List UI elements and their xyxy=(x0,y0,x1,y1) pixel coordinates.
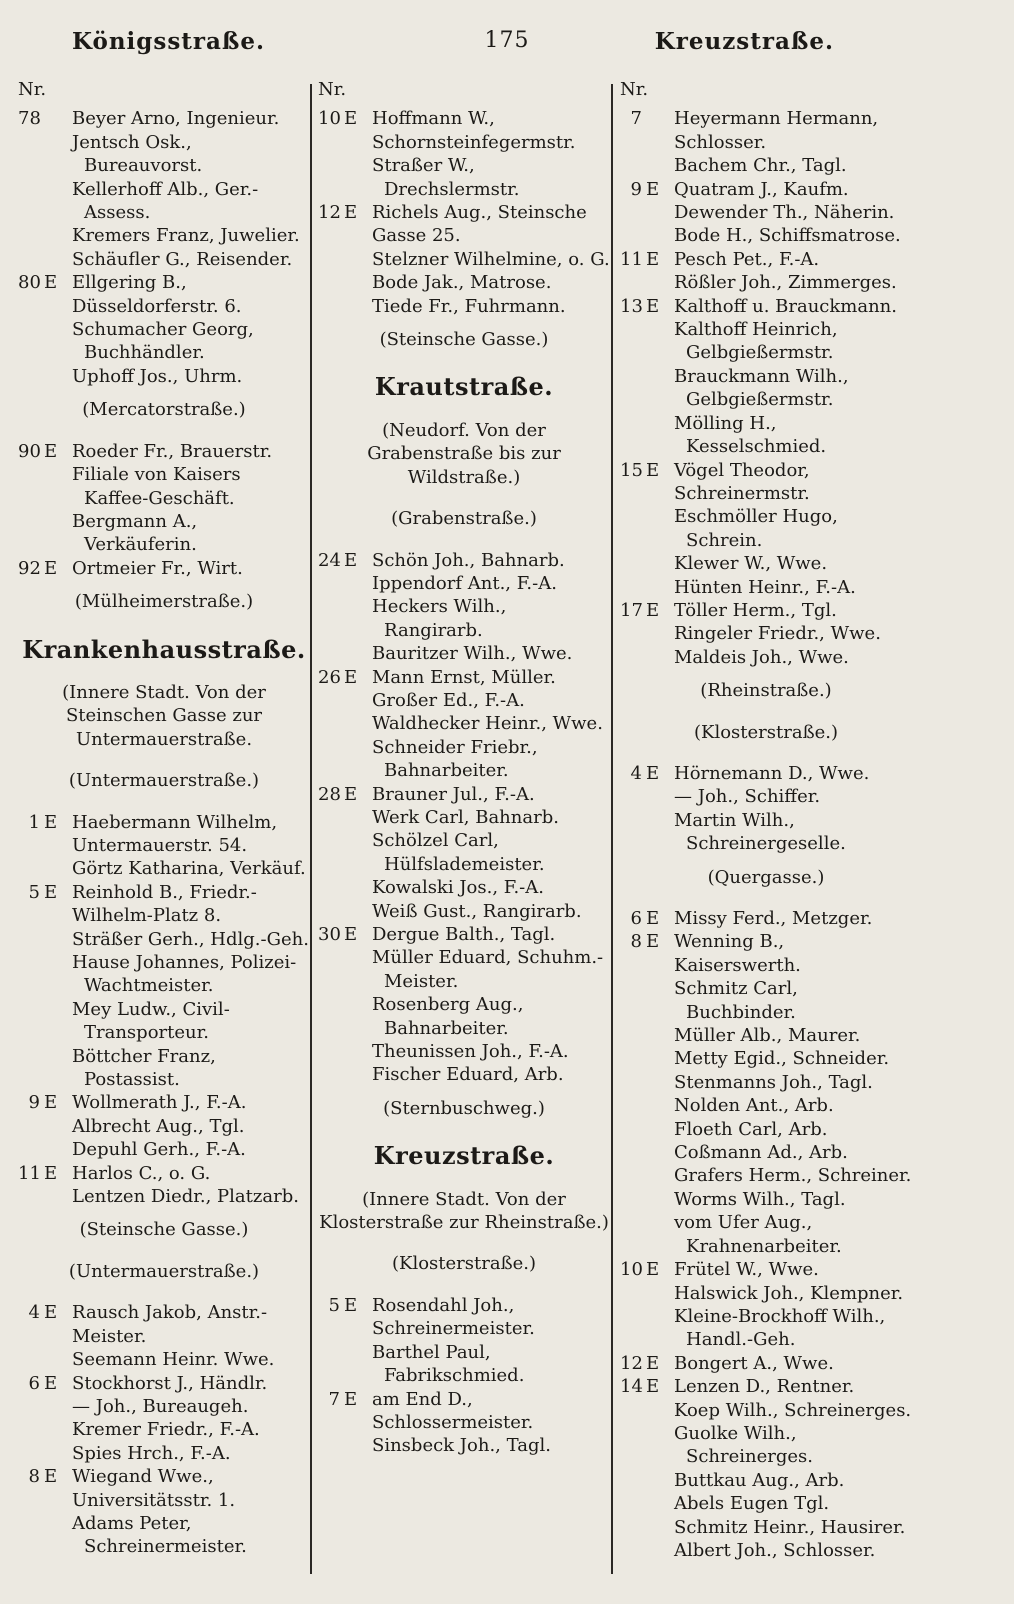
directory-entry xyxy=(318,829,610,876)
resident-text: Dewender Th., Näherin. xyxy=(674,202,895,224)
directory-entry xyxy=(18,510,310,557)
directory-entry xyxy=(620,1469,912,1492)
house-number: 4 xyxy=(28,1302,40,1324)
resident-text: Straßer W., Drechslermstr. xyxy=(372,155,520,200)
resident-text: Stenmanns Joh., Tagl. xyxy=(674,1071,873,1093)
directory-entry xyxy=(620,809,912,856)
owner-mark: E xyxy=(646,1352,660,1374)
directory-entry xyxy=(620,552,912,575)
directory-entry xyxy=(18,1091,310,1114)
directory-entry xyxy=(318,248,610,271)
resident-text: vom Ufer Aug., Krahnenarbeiter. xyxy=(674,1212,842,1257)
resident-text: Töller Herm., Tgl. xyxy=(674,599,837,621)
directory-entry xyxy=(18,224,310,247)
resident-text: Maldeis Joh., Wwe. xyxy=(674,646,849,668)
resident-text: Hause Johannes, Polizei-Wachtmeister. xyxy=(72,952,297,997)
directory-entry xyxy=(318,572,610,595)
resident-text: Sinsbeck Joh., Tagl. xyxy=(372,1435,551,1457)
directory-entry xyxy=(620,1375,912,1398)
resident-text: Rößler Joh., Zimmerges. xyxy=(674,272,897,294)
resident-text: Abels Eugen Tgl. xyxy=(674,1493,830,1515)
directory-entry xyxy=(620,1188,912,1211)
resident-text: Missy Ferd., Metzger. xyxy=(674,908,873,929)
directory-entry xyxy=(318,993,610,1040)
directory-entry xyxy=(18,365,310,388)
resident-text: Depuhl Gerh., F.-A. xyxy=(72,1139,246,1161)
resident-text: Mann Ernst, Müller. xyxy=(372,666,556,688)
directory-entry xyxy=(18,1465,310,1512)
directory-entry xyxy=(620,622,912,645)
resident-text: Barthel Paul, Fabrikschmied. xyxy=(372,1341,525,1387)
directory-entry xyxy=(620,1539,912,1562)
directory-entry xyxy=(620,977,912,1024)
house-number: 78 xyxy=(18,108,41,130)
directory-entry xyxy=(318,689,610,712)
house-number: 7 xyxy=(630,108,642,130)
directory-entry xyxy=(620,1352,912,1375)
house-number: 14 xyxy=(620,1376,643,1398)
cross-street: (Klosterstraße.) xyxy=(693,721,839,743)
resident-text: Reinhold B., Friedr.-Wilhelm-Platz 8. xyxy=(72,881,257,927)
owner-mark: E xyxy=(44,1162,58,1184)
resident-text: — Joh., Schiffer. xyxy=(674,786,821,808)
directory-entry xyxy=(18,1138,310,1161)
directory-entry xyxy=(318,1341,610,1388)
cross-street: (Steinsche Gasse.) xyxy=(79,1219,249,1241)
house-number: 7 xyxy=(328,1388,340,1410)
directory-entry xyxy=(18,881,310,928)
resident-text: Böttcher Franz, Postassist. xyxy=(72,1045,216,1091)
resident-text: Eschmöller Hugo, Schrein. xyxy=(674,506,838,551)
house-number: 12 xyxy=(318,202,341,224)
resident-text: Floeth Carl, Arb. xyxy=(674,1118,828,1140)
resident-text: Mey Ludw., Civil-Transporteur. xyxy=(72,998,230,1044)
resident-text: Roeder Fr., Brauerstr. xyxy=(72,440,273,462)
directory-entry xyxy=(318,876,610,899)
house-number: 15 xyxy=(620,459,643,481)
resident-text: Müller Alb., Maurer. xyxy=(674,1025,861,1047)
directory-entry xyxy=(318,1063,610,1086)
owner-mark: E xyxy=(344,1388,358,1410)
resident-text: Kleine-Brockhoff Wilh., Handl.-Geh. xyxy=(674,1305,886,1351)
directory-entry xyxy=(620,1258,912,1281)
house-number: 9 xyxy=(630,178,642,200)
cross-street: (Untermauerstraße.) xyxy=(68,770,260,792)
resident-text: Hünten Heinr., F.-A. xyxy=(674,576,856,598)
resident-text: Großer Ed., F.-A. xyxy=(372,689,525,711)
directory-entry xyxy=(18,318,310,365)
directory-entry xyxy=(620,907,912,930)
resident-text: Ortmeier Fr., Wirt. xyxy=(72,557,243,579)
cross-street: (Mülheimerstraße.) xyxy=(74,591,254,613)
owner-mark: E xyxy=(344,783,358,805)
directory-entry xyxy=(318,1040,610,1063)
directory-entry xyxy=(18,463,310,510)
directory-entry xyxy=(318,712,610,735)
resident-text: Vögel Theodor, Schreinermstr. xyxy=(674,459,810,504)
directory-entry xyxy=(318,806,610,829)
resident-text: Schneider Friebr., Bahnarbeiter. xyxy=(372,736,538,782)
house-number: 9 xyxy=(28,1092,40,1114)
resident-text: Wenning B., Kaiserswerth. xyxy=(674,931,801,976)
house-number: 90 xyxy=(18,440,41,462)
resident-text: Bongert A., Wwe. xyxy=(674,1352,834,1374)
owner-mark: E xyxy=(344,202,358,224)
street-heading: Krankenhausstraße. xyxy=(22,634,306,664)
house-number: 4 xyxy=(630,762,642,784)
directory-entry xyxy=(620,1305,912,1352)
directory-entry xyxy=(18,107,310,130)
street-heading: Kreuzstraße. xyxy=(373,1141,555,1171)
directory-entry xyxy=(620,201,912,224)
cross-street: (Rheinstraße.) xyxy=(700,680,832,702)
directory-entry xyxy=(18,1115,310,1138)
directory-entry xyxy=(18,1372,310,1395)
resident-text: Hörnemann D., Wwe. xyxy=(674,762,870,784)
resident-text: Weiß Gust., Rangirarb. xyxy=(372,900,582,922)
directory-entry xyxy=(620,1118,912,1141)
resident-text: Schäufler G., Reisender. xyxy=(72,248,293,270)
directory-entry xyxy=(620,505,912,552)
directory-entry xyxy=(18,1162,310,1185)
resident-text: Jentsch Osk., Bureauvorst. xyxy=(72,131,203,177)
street-description: (Neudorf. Von der Grabenstraße bis zur Wildstraße.) xyxy=(367,419,561,488)
directory-entry xyxy=(620,224,912,247)
resident-text: Klewer W., Wwe. xyxy=(674,553,828,575)
directory-entry xyxy=(620,1071,912,1094)
resident-text: Lentzen Diedr., Platzarb. xyxy=(72,1186,299,1208)
resident-text: Albrecht Aug., Tgl. xyxy=(72,1115,245,1137)
resident-text: Schölzel Carl, Hülfslademeister. xyxy=(372,830,545,875)
resident-text: Rosendahl Joh., Schreinermeister. xyxy=(372,1294,535,1340)
owner-mark: E xyxy=(44,881,58,903)
directory-entry xyxy=(18,811,310,858)
directory-entry xyxy=(18,271,310,318)
directory-entry xyxy=(18,1512,310,1559)
owner-mark: E xyxy=(646,459,660,481)
nr-label: Nr. xyxy=(318,79,347,100)
resident-text: Spies Hrch., F.-A. xyxy=(72,1442,231,1464)
column-divider xyxy=(611,84,613,1574)
directory-entry xyxy=(318,201,610,248)
resident-text: — Joh., Bureaugeh. xyxy=(72,1395,249,1417)
directory-entry xyxy=(318,666,610,689)
directory-entry xyxy=(620,1047,912,1070)
directory-entry xyxy=(620,646,912,669)
directory-entry xyxy=(318,295,610,318)
resident-text: Schön Joh., Bahnarb. xyxy=(372,549,565,571)
resident-text: Seemann Heinr. Wwe. xyxy=(72,1349,275,1371)
house-number: 26 xyxy=(318,666,341,688)
resident-text: Ellgering B., Düsseldorferstr. 6. xyxy=(72,272,242,317)
resident-text: Sträßer Gerh., Hdlg.-Geh. xyxy=(72,928,309,950)
directory-entry xyxy=(318,1388,610,1435)
house-number: 8 xyxy=(28,1466,40,1488)
resident-text: am End D., Schlossermeister. xyxy=(372,1388,534,1433)
resident-text: Wollmerath J., F.-A. xyxy=(72,1092,247,1114)
house-number: 6 xyxy=(28,1372,40,1394)
resident-text: Grafers Herm., Schreiner. xyxy=(674,1165,912,1187)
house-number: 11 xyxy=(620,248,643,270)
directory-entry xyxy=(18,1442,310,1465)
directory-entry xyxy=(620,154,912,177)
resident-text: Albert Joh., Schlosser. xyxy=(674,1539,876,1561)
cross-street: (Grabenstraße.) xyxy=(391,508,537,530)
owner-mark: E xyxy=(646,248,660,270)
resident-text: Kowalski Jos., F.-A. xyxy=(372,877,544,899)
resident-text: Coßmann Ad., Arb. xyxy=(674,1142,848,1164)
cross-street: (Steinsche Gasse.) xyxy=(379,329,549,351)
directory-entry xyxy=(18,857,310,880)
resident-text: Martin Wilh., Schreinergeselle. xyxy=(674,809,846,855)
nr-label: Nr. xyxy=(620,79,649,100)
owner-mark: E xyxy=(646,1259,660,1281)
resident-text: Kremers Franz, Juwelier. xyxy=(72,225,300,247)
resident-text: Bauritzer Wilh., Wwe. xyxy=(372,643,573,665)
directory-entry xyxy=(620,271,912,294)
cross-street: (Mercatorstraße.) xyxy=(82,399,246,421)
directory-entry xyxy=(620,107,912,154)
directory-entry xyxy=(620,1282,912,1305)
directory-entry xyxy=(620,1492,912,1515)
directory-entry xyxy=(18,1418,310,1441)
resident-text: Stelzner Wilhelmine, o. G. xyxy=(372,248,610,270)
directory-entry xyxy=(18,1185,310,1208)
house-number: 24 xyxy=(318,549,341,571)
directory-entry xyxy=(18,131,310,178)
resident-text: Nolden Ant., Arb. xyxy=(674,1095,834,1117)
directory-entry xyxy=(620,1422,912,1469)
directory-entry xyxy=(620,576,912,599)
owner-mark: E xyxy=(646,1376,660,1398)
directory-entry xyxy=(318,154,610,201)
directory-entry xyxy=(620,178,912,201)
owner-mark: E xyxy=(344,666,358,688)
directory-entry xyxy=(318,736,610,783)
directory-entry xyxy=(620,1399,912,1422)
resident-text: Pesch Pet., F.-A. xyxy=(674,248,820,270)
resident-text: Dergue Balth., Tagl. xyxy=(372,924,556,945)
owner-mark: E xyxy=(44,1372,58,1394)
cross-street: (Sternbuschweg.) xyxy=(383,1097,545,1119)
resident-text: Beyer Arno, Ingenieur. xyxy=(72,108,280,130)
directory-entry xyxy=(318,1294,610,1341)
owner-mark: E xyxy=(646,295,660,317)
column-1 xyxy=(18,78,310,1559)
resident-text: Bode Jak., Matrose. xyxy=(372,272,552,294)
directory-entry xyxy=(620,1164,912,1187)
resident-text: Brauckmann Wilh., Gelbgießermstr. xyxy=(674,365,849,411)
street-description: (Innere Stadt. Von der Steinschen Gasse zur Untermauerstraße. xyxy=(62,681,266,750)
directory-entry xyxy=(318,783,610,806)
resident-text: Lenzen D., Rentner. xyxy=(674,1376,855,1398)
resident-text: Kellerhoff Alb., Ger.-Assess. xyxy=(72,178,259,224)
directory-entry xyxy=(620,412,912,459)
house-number: 13 xyxy=(620,295,643,317)
house-number: 17 xyxy=(620,599,643,621)
resident-text: Ippendorf Ant., F.-A. xyxy=(372,572,557,594)
directory-entry xyxy=(620,930,912,977)
resident-text: Bachem Chr., Tagl. xyxy=(674,155,847,177)
resident-text: Bode H., Schiffsmatrose. xyxy=(674,225,901,247)
resident-text: Kremer Friedr., F.-A. xyxy=(72,1419,260,1441)
house-number: 10 xyxy=(318,108,341,130)
owner-mark: E xyxy=(344,1294,358,1316)
house-number: 30 xyxy=(318,924,341,945)
house-number: 11 xyxy=(18,1162,41,1184)
owner-mark: E xyxy=(646,599,660,621)
resident-text: Schumacher Georg, Buchhändler. xyxy=(72,319,254,364)
directory-entry xyxy=(620,459,912,506)
directory-entry xyxy=(318,1434,610,1457)
resident-text: Brauner Jul., F.-A. xyxy=(372,783,535,805)
directory-entry xyxy=(318,923,610,946)
resident-text: Wiegand Wwe., Universitätsstr. 1. xyxy=(72,1466,236,1511)
cross-street: (Klosterstraße.) xyxy=(391,1253,537,1275)
resident-text: Halswick Joh., Klempner. xyxy=(674,1282,904,1304)
cross-street: (Untermauerstraße.) xyxy=(68,1260,260,1282)
owner-mark: E xyxy=(44,1466,58,1488)
house-number: 5 xyxy=(328,1294,340,1316)
directory-entry xyxy=(620,248,912,271)
owner-mark: E xyxy=(44,811,58,833)
resident-text: Worms Wilh., Tagl. xyxy=(674,1188,846,1210)
owner-mark: E xyxy=(344,924,358,945)
resident-text: Görtz Katharina, Verkäuf. xyxy=(72,858,306,880)
house-number: 1 xyxy=(28,811,40,833)
house-number: 28 xyxy=(318,783,341,805)
owner-mark: E xyxy=(646,178,660,200)
resident-text: Ringeler Friedr., Wwe. xyxy=(674,623,881,645)
directory-entry xyxy=(18,951,310,998)
resident-text: Heckers Wilh., Rangirarb. xyxy=(372,596,507,641)
house-number: 10 xyxy=(620,1259,643,1281)
resident-text: Schmitz Heinr., Hausirer. xyxy=(674,1516,906,1538)
owner-mark: E xyxy=(646,762,660,784)
owner-mark: E xyxy=(44,440,58,462)
resident-text: Quatram J., Kaufm. xyxy=(674,178,849,200)
directory-entry xyxy=(620,1141,912,1164)
resident-text: Buttkau Aug., Arb. xyxy=(674,1469,845,1491)
owner-mark: E xyxy=(44,1302,58,1324)
resident-text: Stockhorst J., Händlr. xyxy=(72,1372,268,1394)
directory-entry xyxy=(18,998,310,1045)
resident-text: Haebermann Wilhelm, Untermauerstr. 54. xyxy=(72,811,278,856)
column-3 xyxy=(620,78,912,1562)
directory-entry xyxy=(18,557,310,580)
house-number: 80 xyxy=(18,272,41,294)
resident-text: Filiale von Kaisers Kaffee-Geschäft. xyxy=(72,464,241,509)
directory-entry xyxy=(620,295,912,318)
resident-text: Waldhecker Heinr., Wwe. xyxy=(372,713,603,735)
directory-entry xyxy=(620,365,912,412)
directory-entry xyxy=(18,1348,310,1371)
resident-text: Koep Wilh., Schreinerges. xyxy=(674,1399,912,1421)
resident-text: Metty Egid., Schneider. xyxy=(674,1048,890,1070)
directory-entry xyxy=(18,440,310,463)
directory-entry xyxy=(620,762,912,785)
house-number: 8 xyxy=(630,931,642,953)
directory-entry xyxy=(318,271,610,294)
directory-entry xyxy=(620,1024,912,1047)
resident-text: Rausch Jakob, Anstr.-Meister. xyxy=(72,1302,268,1347)
directory-entry xyxy=(318,946,610,993)
directory-entry xyxy=(620,1516,912,1539)
directory-entry xyxy=(620,1211,912,1258)
house-number: 6 xyxy=(630,908,642,929)
resident-text: Frütel W., Wwe. xyxy=(674,1259,819,1281)
resident-text: Werk Carl, Bahnarb. xyxy=(372,806,559,828)
resident-text: Bergmann A., Verkäuferin. xyxy=(72,510,198,556)
resident-text: Hoffmann W., Schornsteinfegermstr. xyxy=(372,108,576,153)
directory-entry xyxy=(18,1301,310,1348)
resident-text: Heyermann Hermann, Schlosser. xyxy=(674,108,879,153)
directory-entry xyxy=(318,107,610,154)
header-right: Kreuzstraße. xyxy=(654,28,834,55)
resident-text: Kalthoff u. Brauckmann. xyxy=(674,295,897,317)
house-number: 12 xyxy=(620,1352,643,1374)
resident-text: Mölling H., Kesselschmied. xyxy=(674,412,827,458)
resident-text: Müller Eduard, Schuhm.-Meister. xyxy=(372,947,604,992)
directory-entry xyxy=(318,595,610,642)
resident-text: Schmitz Carl, Buchbinder. xyxy=(674,978,798,1023)
resident-text: Fischer Eduard, Arb. xyxy=(372,1064,564,1086)
directory-entry xyxy=(620,599,912,622)
directory-entry xyxy=(620,318,912,365)
resident-text: Rosenberg Aug., Bahnarbeiter. xyxy=(372,994,524,1039)
header-left: Königsstraße. xyxy=(72,28,266,55)
resident-text: Guolke Wilh., Schreinerges. xyxy=(674,1422,814,1468)
resident-text: Harlos C., o. G. xyxy=(72,1162,211,1184)
directory-entry xyxy=(18,928,310,951)
cross-street: (Quergasse.) xyxy=(707,866,825,888)
owner-mark: E xyxy=(344,549,358,571)
house-number: 5 xyxy=(28,881,40,903)
street-heading: Krautstraße. xyxy=(374,372,554,402)
owner-mark: E xyxy=(44,272,58,294)
directory-entry xyxy=(318,642,610,665)
directory-entry xyxy=(318,900,610,923)
directory-entry xyxy=(620,1094,912,1117)
resident-text: Kalthoff Heinrich, Gelbgießermstr. xyxy=(674,319,838,364)
street-description: (Innere Stadt. Von der Klosterstraße zur Rheinstraße.) xyxy=(319,1188,609,1234)
resident-text: Theunissen Joh., F.-A. xyxy=(372,1041,569,1063)
nr-label: Nr. xyxy=(18,79,47,100)
directory-entry xyxy=(18,248,310,271)
directory-entry xyxy=(18,1395,310,1418)
house-number: 92 xyxy=(18,557,41,579)
column-2 xyxy=(318,78,610,1458)
resident-text: Richels Aug., Steinsche Gasse 25. xyxy=(372,202,587,247)
owner-mark: E xyxy=(646,908,660,929)
owner-mark: E xyxy=(344,108,358,130)
directory-entry xyxy=(620,785,912,808)
resident-text: Uphoff Jos., Uhrm. xyxy=(72,365,243,387)
resident-text: Tiede Fr., Fuhrmann. xyxy=(372,295,566,317)
owner-mark: E xyxy=(44,557,58,579)
owner-mark: E xyxy=(44,1092,58,1114)
directory-entry xyxy=(18,1045,310,1092)
column-divider xyxy=(310,84,312,1574)
directory-entry xyxy=(18,178,310,225)
owner-mark: E xyxy=(646,931,660,953)
page-number: 175 xyxy=(484,28,530,53)
directory-entry xyxy=(318,549,610,572)
resident-text: Adams Peter, Schreinermeister. xyxy=(72,1512,247,1558)
